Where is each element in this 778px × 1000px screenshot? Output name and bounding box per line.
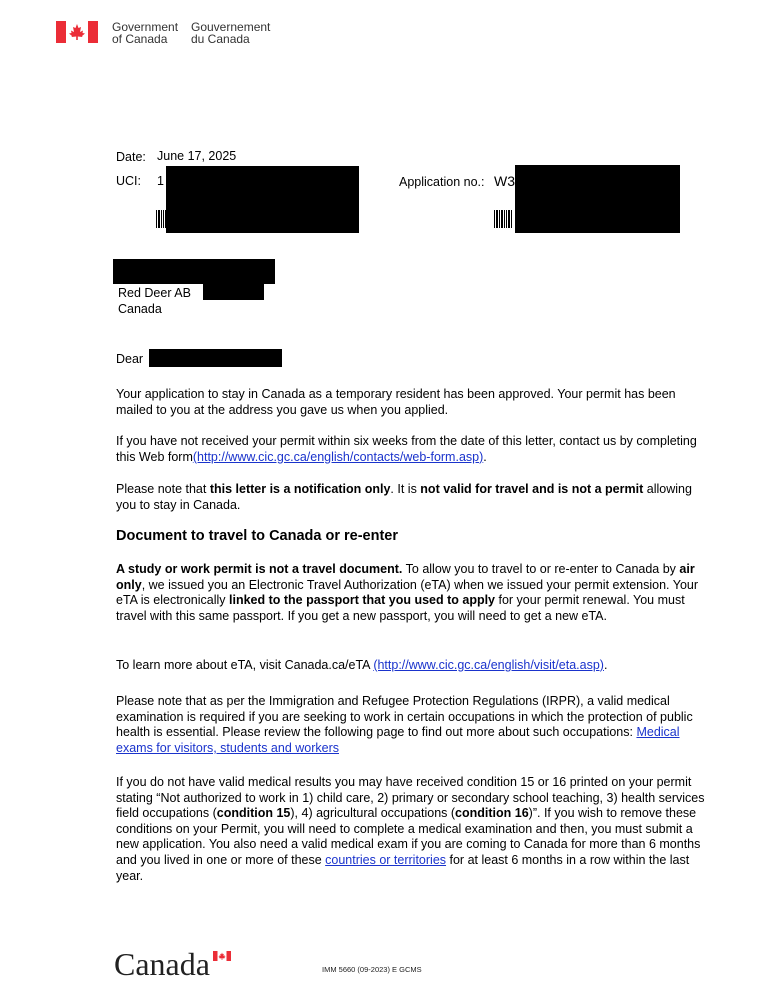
medical-text: Please note that as per the Immigration and Refugee Protection Regulations (IRPR), a valid medical examination is required if you are seeking to work in certain occupations in which the protection of public health is essential. Please review the following page to find out more about such occupations: [116,694,693,740]
address-city: Red Deer AB [118,286,191,300]
paragraph-medical [116,694,706,756]
redaction-uci [166,166,359,233]
gov-fr-line1: Gouvernement [191,20,271,34]
notice-text-c: allowing you to stay in Canada. [116,482,692,512]
eta-text: To learn more about eTA, visit Canada.ca/eTA [116,658,374,672]
paragraph-approval: Your application to stay in Canada as a temporary resident has been approved. Your permit has been mailed to you at the address you gave us when you applied. [116,387,676,417]
web-form-text: If you have not received your permit within six weeks from the date of this letter, contact us by completing this Web form [116,434,697,464]
conditions-bold-15: condition 15 [216,806,291,821]
form-code: IMM 5660 (09-2023) E GCMS [322,965,422,974]
eta-link[interactable]: (http://www.cic.gc.ca/english/visit/eta.asp) [373,658,604,672]
paragraph-travel-document [116,562,706,624]
travel-text-f: for your permit renewal. You must travel with this same passport. If you get a new passport, you will need to get a new eTA. [116,593,685,623]
travel-bold-a: A study or work permit is not a travel document. [116,562,403,576]
web-form-end: . [483,449,487,464]
eta-end: . [603,658,608,672]
application-value: W3 [494,173,515,189]
gov-en-line1: Government [112,20,179,34]
notice-bold-a: this letter is a notification only [209,482,391,496]
paragraph-conditions [116,775,706,884]
redaction-name [113,259,275,284]
gov-fr-line2: du Canada [191,32,250,46]
paragraph-web-form [116,434,706,465]
web-form-link[interactable]: (http://www.cic.gc.ca/english/contacts/web-form.asp) [192,449,484,464]
canada-flag-icon [56,21,98,43]
conditions-text-c: ), 4) agricultural occupations ( [290,806,456,821]
uci-value: 1 [157,174,164,188]
travel-bold-c: air only [116,562,695,592]
conditions-text-e: )”. If you wish to remove these conditions on your Permit, you will need to complete a medical examination and then, you must submit a new application. You also need a valid medical exam if you are coming to Canada for more than 6 months and you lived in one or more of these [116,806,701,867]
redaction-salutation-name [149,349,282,367]
section-heading: Document to travel to Canada or re-enter [116,528,398,544]
medical-exams-link[interactable]: Medical exams for visitors, students and workers [116,725,680,755]
gov-en-name [112,21,178,45]
paragraph-notification [116,482,706,513]
uci-label: UCI: [116,174,141,188]
gov-en-line2: of Canada [112,32,168,46]
notice-bold-b: not valid for travel and is not a permit [420,482,644,496]
conditions-text-a: If you do not have valid medical results you may have received condition 15 or 16 printed on your permit stating “Not authorized to work in 1) child care, 2) primary or secondary school teaching, 3) health services field occupations ( [116,775,705,821]
travel-bold-e: linked to the passport that you used to apply [229,593,496,608]
redaction-postal [203,284,264,300]
salutation: Dear [116,352,144,366]
notice-text-b: . It is [390,482,421,496]
redaction-application [515,165,680,233]
date-label: Date: [116,150,146,164]
conditions-bold-16: condition 16 [455,806,529,821]
conditions-text-f: for at least 6 months in a row within the last year. [116,852,690,883]
application-barcode [494,210,513,228]
wordmark-flag-icon [213,951,231,961]
canada-wordmark: Canada [114,946,210,982]
travel-text-d: , we issued you an Electronic Travel Authorization (eTA) when we issued your permit extension. Your eTA is electronically [116,577,699,608]
notice-text-a: Please note that [116,482,210,496]
countries-territories-link[interactable]: countries or territories [325,852,447,867]
travel-text-b: To allow you to travel to or re-enter to Canada by [402,562,680,576]
date-value: June 17, 2025 [157,149,237,163]
paragraph-eta [116,658,706,674]
address-country: Canada [118,302,162,316]
application-label: Application no.: [399,175,485,189]
gov-fr-name [191,21,270,45]
